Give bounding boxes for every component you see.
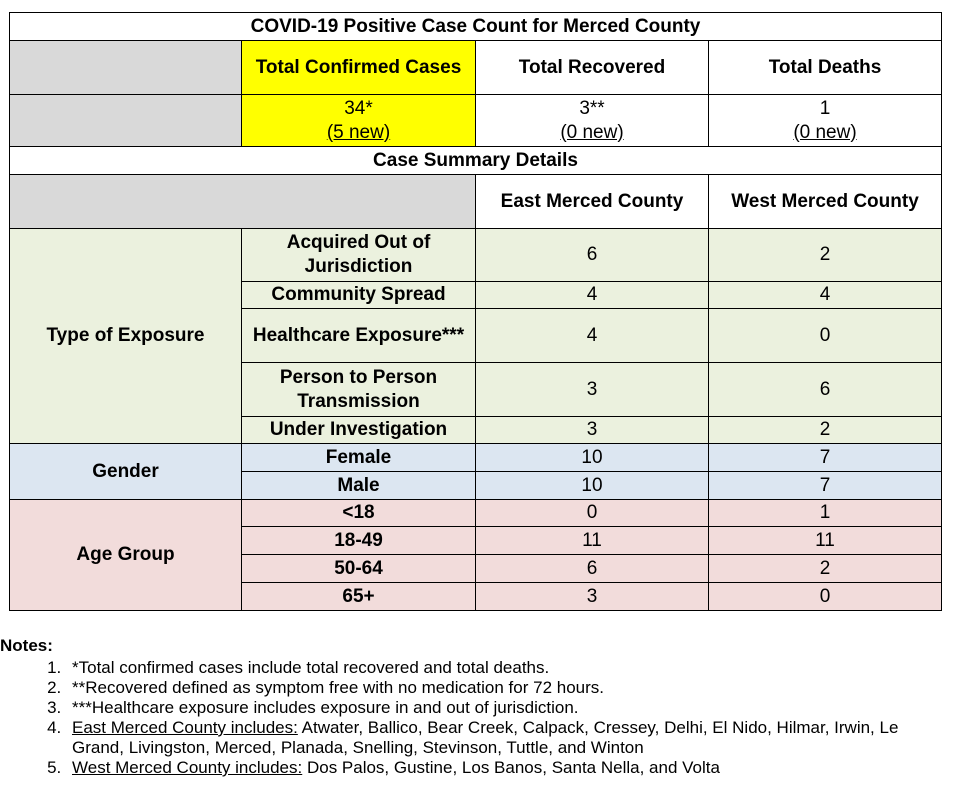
west-value: 4 (709, 282, 942, 309)
note-item (66, 698, 955, 718)
note-text: *Total confirmed cases include total recovered and total deaths. (72, 658, 550, 677)
west-value: 7 (709, 472, 942, 500)
exposure-group-label: Type of Exposure (10, 229, 242, 444)
east-value: 10 (476, 444, 709, 472)
gender-group-label: Gender (10, 444, 242, 500)
west-column-header: West Merced County (709, 175, 942, 229)
east-value: 3 (476, 363, 709, 417)
row-label: Community Spread (242, 282, 476, 309)
row-label: Acquired Out of Jurisdiction (242, 229, 476, 282)
west-value: 2 (709, 555, 942, 583)
note-heading: East Merced County includes: (72, 718, 298, 737)
row-label: Under Investigation (242, 417, 476, 444)
west-value: 2 (709, 229, 942, 282)
west-value: 0 (709, 583, 942, 611)
table-row (10, 444, 942, 472)
east-value: 4 (476, 309, 709, 363)
recovered-count: 3** (579, 97, 605, 119)
note-text: ***Healthcare exposure includes exposure in and out of jurisdiction. (72, 698, 579, 717)
deaths-new: (0 new) (793, 121, 857, 143)
deaths-header: Total Deaths (709, 41, 942, 95)
confirmed-value-cell (242, 95, 476, 147)
table-row (10, 500, 942, 527)
east-value: 4 (476, 282, 709, 309)
age-group-label: Age Group (10, 500, 242, 611)
east-value: 10 (476, 472, 709, 500)
west-value: 6 (709, 363, 942, 417)
confirmed-count: 34* (344, 97, 373, 119)
west-value: 1 (709, 500, 942, 527)
deaths-value-cell (709, 95, 942, 147)
table-title: COVID-19 Positive Case Count for Merced County (10, 13, 942, 41)
notes-list (0, 658, 955, 778)
case-count-table (9, 12, 942, 611)
row-label: Female (242, 444, 476, 472)
west-value: 7 (709, 444, 942, 472)
note-text: **Recovered defined as symptom free with no medication for 72 hours. (72, 678, 604, 697)
east-value: 6 (476, 229, 709, 282)
note-text: Dos Palos, Gustine, Los Banos, Santa Nella, and Volta (302, 758, 720, 777)
note-item (66, 658, 955, 678)
notes-section (0, 636, 955, 778)
summary-title: Case Summary Details (10, 147, 942, 175)
row-label: <18 (242, 500, 476, 527)
east-value: 0 (476, 500, 709, 527)
east-value: 3 (476, 417, 709, 444)
totals-blank-cell (10, 95, 242, 147)
note-item (66, 758, 955, 778)
note-item (66, 678, 955, 698)
row-label: Healthcare Exposure*** (242, 309, 476, 363)
note-item (66, 718, 955, 758)
west-value: 2 (709, 417, 942, 444)
row-label: 50-64 (242, 555, 476, 583)
confirmed-header: Total Confirmed Cases (242, 41, 476, 95)
east-value: 11 (476, 527, 709, 555)
east-column-header: East Merced County (476, 175, 709, 229)
row-label: Male (242, 472, 476, 500)
row-label: 65+ (242, 583, 476, 611)
table-row (10, 229, 942, 282)
row-label: 18-49 (242, 527, 476, 555)
note-text: Atwater, Ballico, Bear Creek, Calpack, Cressey, Delhi, El Nido, Hilmar, Irwin, Le Grand, Livingston, Merced, Planada, Snelling, Stevinson, Tuttle, and Winton (72, 718, 899, 757)
recovered-header: Total Recovered (476, 41, 709, 95)
west-value: 0 (709, 309, 942, 363)
header-blank-cell (10, 41, 242, 95)
east-value: 3 (476, 583, 709, 611)
confirmed-new: (5 new) (326, 121, 391, 143)
note-heading: West Merced County includes: (72, 758, 303, 777)
recovered-value-cell (476, 95, 709, 147)
deaths-count: 1 (819, 97, 831, 119)
notes-title: Notes: (0, 636, 53, 655)
summary-blank-cell (10, 175, 476, 229)
west-value: 11 (709, 527, 942, 555)
recovered-new: (0 new) (560, 121, 624, 143)
row-label: Person to Person Transmission (242, 363, 476, 417)
east-value: 6 (476, 555, 709, 583)
